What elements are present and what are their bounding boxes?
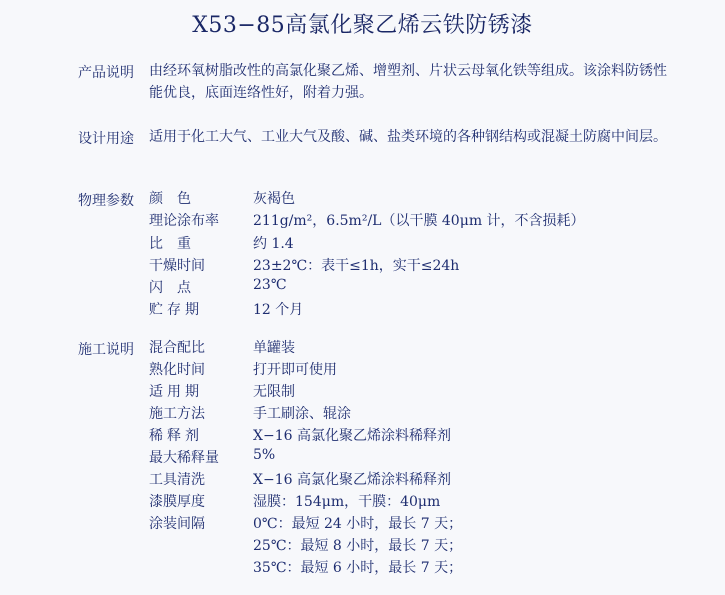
param-key: 最大稀释量	[149, 450, 219, 466]
param-value: 无限制	[253, 384, 295, 400]
param-value: 35℃：最短 6 小时，最长 7 天；	[253, 560, 463, 576]
document-title: X53−85高氯化聚乙烯云铁防锈漆	[192, 13, 533, 38]
param-value: 约 1.4	[253, 236, 294, 252]
param-value: 211g/m²，6.5m²/L（以干膜 40μm 计，不含损耗）	[253, 213, 585, 229]
product-description: 由经环氧树脂改性的高氯化聚乙烯、增塑剂、片状云母氧化铁等组成。该涂料防锈性能优良，底面连络性好，附着力强。	[149, 63, 667, 101]
param-key: 理论涂布率	[149, 213, 219, 229]
param-key: 闪点	[149, 280, 205, 296]
param-key: 漆膜厚度	[149, 494, 205, 510]
param-key: 涂装间隔	[149, 516, 205, 532]
param-key: 稀释剂	[149, 428, 203, 444]
param-value: 23℃	[253, 277, 287, 293]
param-value: 25℃：最短 8 小时，最长 7 天；	[253, 538, 463, 554]
param-value: 湿膜：154μm，干膜：40μm	[253, 494, 441, 510]
param-value: 打开即可使用	[253, 362, 337, 378]
param-key: 贮存期	[149, 302, 203, 318]
param-value: 手工刷涂、辊涂	[253, 406, 351, 422]
section-label-application: 施工说明	[78, 342, 134, 358]
param-key: 施工方法	[149, 406, 205, 422]
param-key: 适用期	[149, 384, 203, 400]
param-key: 干燥时间	[149, 258, 205, 274]
section-label-physical: 物理参数	[78, 193, 134, 209]
param-key: 熟化时间	[149, 362, 205, 378]
param-value: X−16 高氯化聚乙烯涂料稀释剂	[253, 428, 451, 444]
param-value: X−16 高氯化聚乙烯涂料稀释剂	[253, 472, 451, 488]
param-key: 比重	[149, 236, 205, 252]
design-purpose: 适用于化工大气、工业大气及酸、碱、盐类环境的各种钢结构或混凝土防腐中间层。	[149, 129, 667, 145]
param-value: 灰褐色	[253, 191, 295, 207]
param-value: 5%	[253, 447, 276, 463]
section-label-design: 设计用途	[78, 131, 134, 147]
param-key: 颜色	[149, 191, 205, 207]
param-key: 混合配比	[149, 340, 205, 356]
param-value: 单罐装	[253, 340, 295, 356]
param-value: 23±2℃：表干≤1h，实干≤24h	[253, 258, 460, 274]
param-value: 0℃：最短 24 小时，最长 7 天；	[253, 516, 463, 532]
param-key: 工具清洗	[149, 472, 205, 488]
param-value: 12 个月	[253, 302, 304, 318]
section-label-product: 产品说明	[78, 65, 134, 81]
